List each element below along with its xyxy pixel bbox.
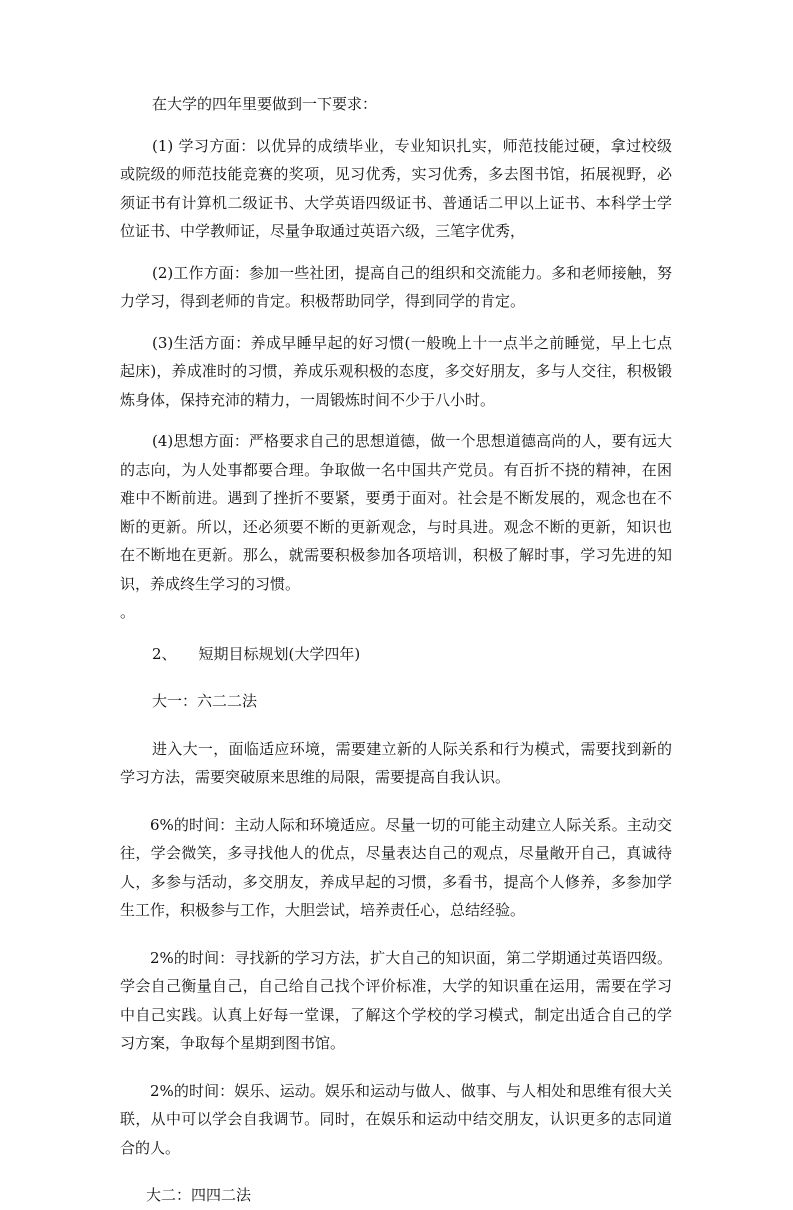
requirement-study: (1) 学习方面：以优异的成绩毕业，专业知识扎实，师范技能过硬，拿过校级或院级的师范技能竞赛的奖项，见习优秀，实习优秀，多去图书馆，拓展视野，必须证书有计算机二级证书、大学英语四级证书、普通话二甲以上证书、本科学士学位证书、中学教师证，尽量争取通过英语六级，三笔字优秀， xyxy=(120,136,672,240)
requirement-life: (3)生活方面：养成早睡早起的好习惯(一般晚上十一点半之前睡觉，早上七点起床)，养成准时的习惯，养成乐观积极的态度，多交好朋友，多与人交往，积极锻炼身体，保持充沛的精力，一周锻炼时间不少于八小时。 xyxy=(120,333,672,409)
year1-item-social: 6%的时间：主动人际和环境适应。尽量一切的可能主动建立人际关系。主动交往，学会微笑，多寻找他人的优点，尽量表达自己的观点，尽量敞开自己，真诚待人，多参与活动，多交朋友，养成早起的习惯，多看书，提高个人修养，多参加学生工作，积极参与工作，大胆尝试，培养责任心，总结经验。 xyxy=(120,815,672,919)
intro-paragraph: 在大学的四年里要做到一下要求： xyxy=(152,95,378,113)
requirement-work: (2)工作方面：参加一些社团，提高自己的组织和交流能力。多和老师接触，努力学习，得到老师的肯定。积极帮助同学，得到同学的肯定。 xyxy=(120,263,672,310)
year1-item-study: 2%的时间：寻找新的学习方法，扩大自己的知识面，第二学期通过英语四级。学会自己衡量自己，自己给自己找个评价标准，大学的知识重在运用，需要在学习中自己实践。认真上好每一堂课，了解这个学校的学习模式，制定出适合自己的学习方案，争取每个星期到图书馆。 xyxy=(120,948,672,1052)
requirement-thought: (4)思想方面：严格要求自己的思想道德，做一个思想道德高尚的人，要有远大的志向，为人处事都要合理。争取做一名中国共产党员。有百折不挠的精神，在困难中不断前进。遇到了挫折不要紧，要勇于面对。社会是不断发展的，观念也在不断的更新。所以，还必须要不断的更新观念，与时具进。观念不断的更新，知识也在不断地在更新。那么，就需要积极参加各项培训，积极了解时事，学习先进的知识，养成终生学习的习惯。 xyxy=(120,432,672,593)
year2-heading: 大二：四四二法 xyxy=(146,1186,252,1204)
year1-intro: 进入大一，面临适应环境，需要建立新的人际关系和行为模式，需要找到新的学习方法，需要突破原来思维的局限，需要提高自我认识。 xyxy=(120,739,672,786)
year1-item-leisure: 2%的时间：娱乐、运动。娱乐和运动与做人、做事、与人相处和思维有很大关联，从中可以学会自我调节。同时，在娱乐和运动中结交朋友，认识更多的志同道合的人。 xyxy=(120,1081,672,1157)
trailing-mark: 。 xyxy=(120,603,136,621)
document-page xyxy=(120,90,672,1210)
section-2-number: 2、 xyxy=(152,644,177,663)
section-2-title: 短期目标规划(大学四年) xyxy=(198,644,361,663)
section-2-heading xyxy=(120,640,672,669)
year1-heading: 大一：六二二法 xyxy=(152,692,258,710)
